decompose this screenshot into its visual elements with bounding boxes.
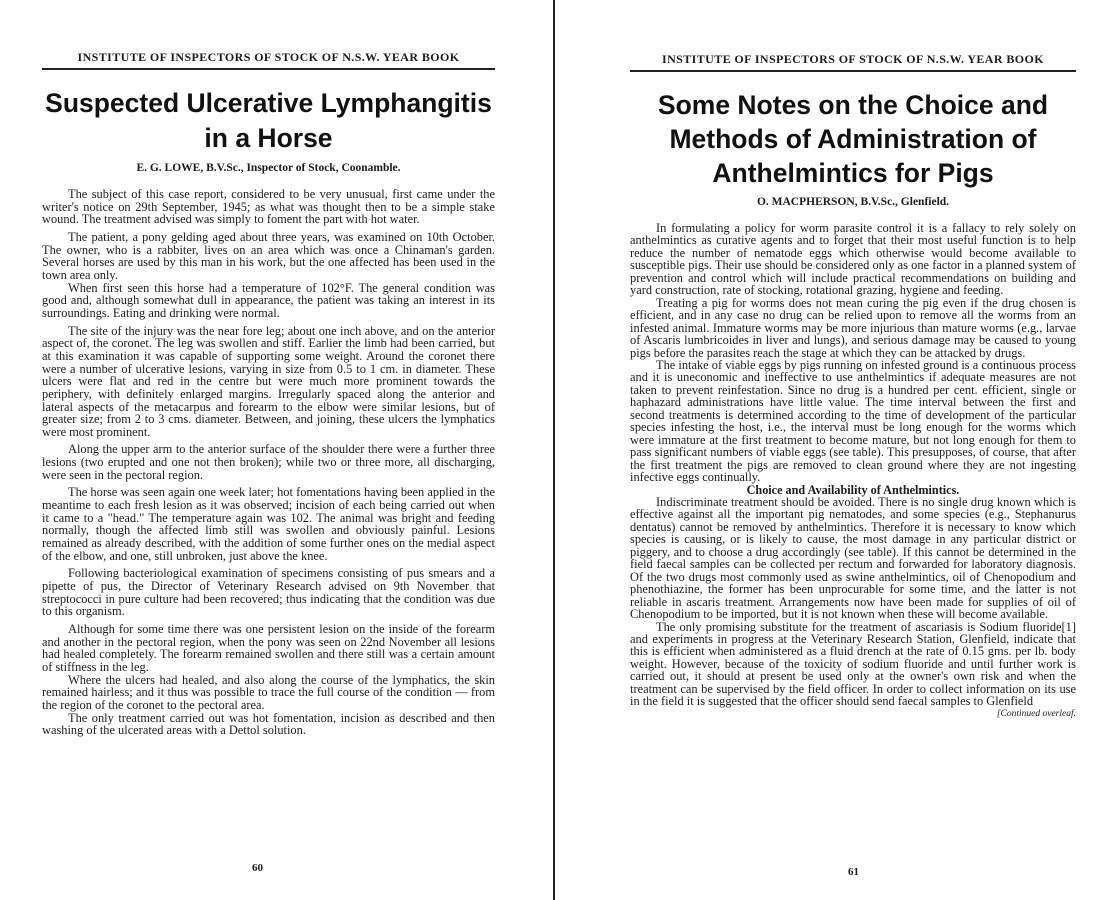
paragraph: When first seen this horse had a temperature of 102°F. The general condition was good and, although somewhat dull in appearance, the patient was taking an interest in its surroundings. Eating and drinking were normal. (42, 280, 495, 320)
page-number: 61 (848, 866, 859, 878)
title-line: Suspected Ulcerative Lymphangitis (45, 88, 492, 118)
section-heading: Choice and Availability of Anthelmintics. (746, 482, 960, 497)
title-line: Methods of Administration of (669, 124, 1037, 154)
running-header: INSTITUTE OF INSPECTORS OF STOCK OF N.S.W. YEAR BOOK (42, 50, 495, 70)
article-body (42, 188, 495, 737)
paragraph: Where the ulcers had healed, and also along the course of the lymphatics, the skin remained hairless; and it thus was possible to trace the full course of the condition — from the region of the coronet to the pectoral area. (42, 672, 495, 712)
paragraph: The subject of this case report, considered to be very unusual, first came under the writer's notice on 29th September, 1945; as what was thought then to be a simple stake wound. The treatment advised was simply to foment the part with hot water. (42, 187, 495, 227)
paragraph: The horse was seen again one week later; hot fomentations having been applied in the meantime to each fresh lesion as it was observed; incision of each being carried out when it came to a "head." The temperature again was 102. The animal was bright and feeding normally, though the affected limb still was swollen and obviously painful. Lesions remained as already described, with the addition of some further ones on the medial aspect of the elbow, and one, still unbroken, just above the knee. (42, 485, 495, 563)
paragraph: Indiscriminate treatment should be avoided. There is no single drug known which is effective against all the important pig nematodes, and some species (e.g., Stephanurus dentatus) cannot be removed by anthelmintics. Therefore it is necessary to know which species is causing, or is likely to cause, the most damage in any particular district or piggery, and to choose a drug accordingly (see table). If this cannot be determined in the field faecal samples can be collected per rectum and forwarded for laboratory diagnosis. Of the two drugs most commonly used as swine anthelmintics, oil of Chenopodium and phenothiazine, the former has been unprocurable for some time, and the latter is not reliable in ascaris treatment. Arrangements now have been made for supplies of oil of Chenopodium to be imported, but it is not known when these will become available. (630, 495, 1076, 622)
paragraph: Along the upper arm to the anterior surface of the shoulder there were a further three lesions (two erupted and one not then broken); while two or three more, all discharging, were seen in the pectoral region. (42, 442, 495, 482)
title-line: in a Horse (204, 123, 333, 153)
article-title (630, 88, 1076, 190)
author-byline: E. G. LOWE, B.V.Sc., Inspector of Stock, Coonamble. (136, 162, 401, 174)
paragraph: In formulating a policy for worm parasite control it is a fallacy to rely solely on anthelmintics as curative agents and to forget that their most useful function is to help reduce the number of nematode eggs which otherwise would become available to susceptible pigs. Their use should be considered only as one factor in a planned system of prevention and control which will include practical recommendations on building and yard construction, rate of stocking, rotational grazing, hygiene and feeding. (630, 221, 1076, 298)
paragraph: The intake of viable eggs by pigs running on infested ground is a continuous process and it is uneconomic and ineffective to use anthelmintics if adequate measures are not taken to prevent reinfestation. Since no drug is a hundred per cent. efficient, single or haphazard administrations have little value. The time interval between the first and second treatments is determined according to the time of development of the particular species infesting the host, i.e., the interval must be long enough for the worms which were immature at the first treatment to become mature, but not long enough for them to pass significant numbers of viable eggs (see table). This presupposes, of course, that after the first treatment the pigs are removed to clean ground where they are not ingesting infective eggs continually. (630, 357, 1076, 485)
article-title (42, 86, 495, 156)
continued-note: [Continued overleaf. (996, 708, 1076, 719)
page-number: 60 (252, 862, 263, 874)
paragraph: The only promising substitute for the treatment of ascariasis is Sodium fluoride[1] and experiments in progress at the Veterinary Research Station, Glenfield, indicate that this is efficient when administered as a fluid drench at the rate of 0.15 gms. per lb. body weight. However, because of the toxicity of sodium fluoride and until further work is carried out, it should at present be used only at the owner's own risk and when the treatment can be supervised by the field officer. In order to collect information on its use in the field it is suggested that the officer should send faecal samples to Glenfield (630, 619, 1076, 709)
author-byline: O. MACPHERSON, B.V.Sc., Glenfield. (756, 196, 950, 208)
paragraph: The only treatment carried out was hot fomentation, incision as described and then washing of the ulcerated areas with a Dettol solution. (42, 710, 495, 738)
right-page (560, 0, 1106, 900)
article-body (630, 222, 1076, 719)
title-line: Anthelmintics for Pigs (712, 158, 994, 188)
paragraph: Following bacteriological examination of specimens consisting of pus smears and a pipette of pus, the Director of Veterinary Research advised on 9th November that streptococci in pure culture had been recovered; thus indicating that the condition was due to this organism. (42, 566, 495, 619)
title-line: Some Notes on the Choice and (657, 90, 1049, 120)
paragraph: The site of the injury was the near fore leg; about one inch above, and on the anterior aspect of, the coronet. The leg was swollen and stiff. Earlier the limb had been carried, but at this examination it was capable of supporting some weight. Around the coronet there were a number of ulcerative lesions, varying in size from 0.5 to 1 cm. in diameter. These ulcers were flat and red in the centre but were much more prominent towards the periphery, with definitely enlarged margins. Irregularly spaced along the anterior and lateral aspects of the metacarpus and forearm to the elbow were similar lesions, but of greater size; from 2 to 3 cms. diameter. Between, and joining, these ulcers the lymphatics were most prominent. (42, 323, 495, 439)
paragraph: Although for some time there was one persistent lesion on the inside of the forearm and another in the pectoral region, when the pony was seen on 22nd November all lesions had healed completely. The forearm remained swollen and there still was a certain amount of stiffness in the leg. (42, 622, 495, 674)
paragraph: The patient, a pony gelding aged about three years, was examined on 10th October. The owner, who is a rabbiter, lives on an area which was once a Chinaman's garden. Several horses are used by this man in his work, but the one affected has been used in the town area only. (42, 229, 495, 282)
running-header: INSTITUTE OF INSPECTORS OF STOCK OF N.S.W. YEAR BOOK (630, 52, 1076, 72)
page-gutter (553, 0, 555, 900)
paragraph: Treating a pig for worms does not mean curing the pig even if the drug chosen is efficient, and in any case no drug can be relied upon to remove all the worms from an infested animal. Immature worms may be more injurious than mature worms (e.g., larvae of Ascaris lumbricoides in liver and lungs), and serious damage may be caused to young pigs before the parasites reach the stage at which they can be attacked by drugs. (630, 295, 1076, 360)
